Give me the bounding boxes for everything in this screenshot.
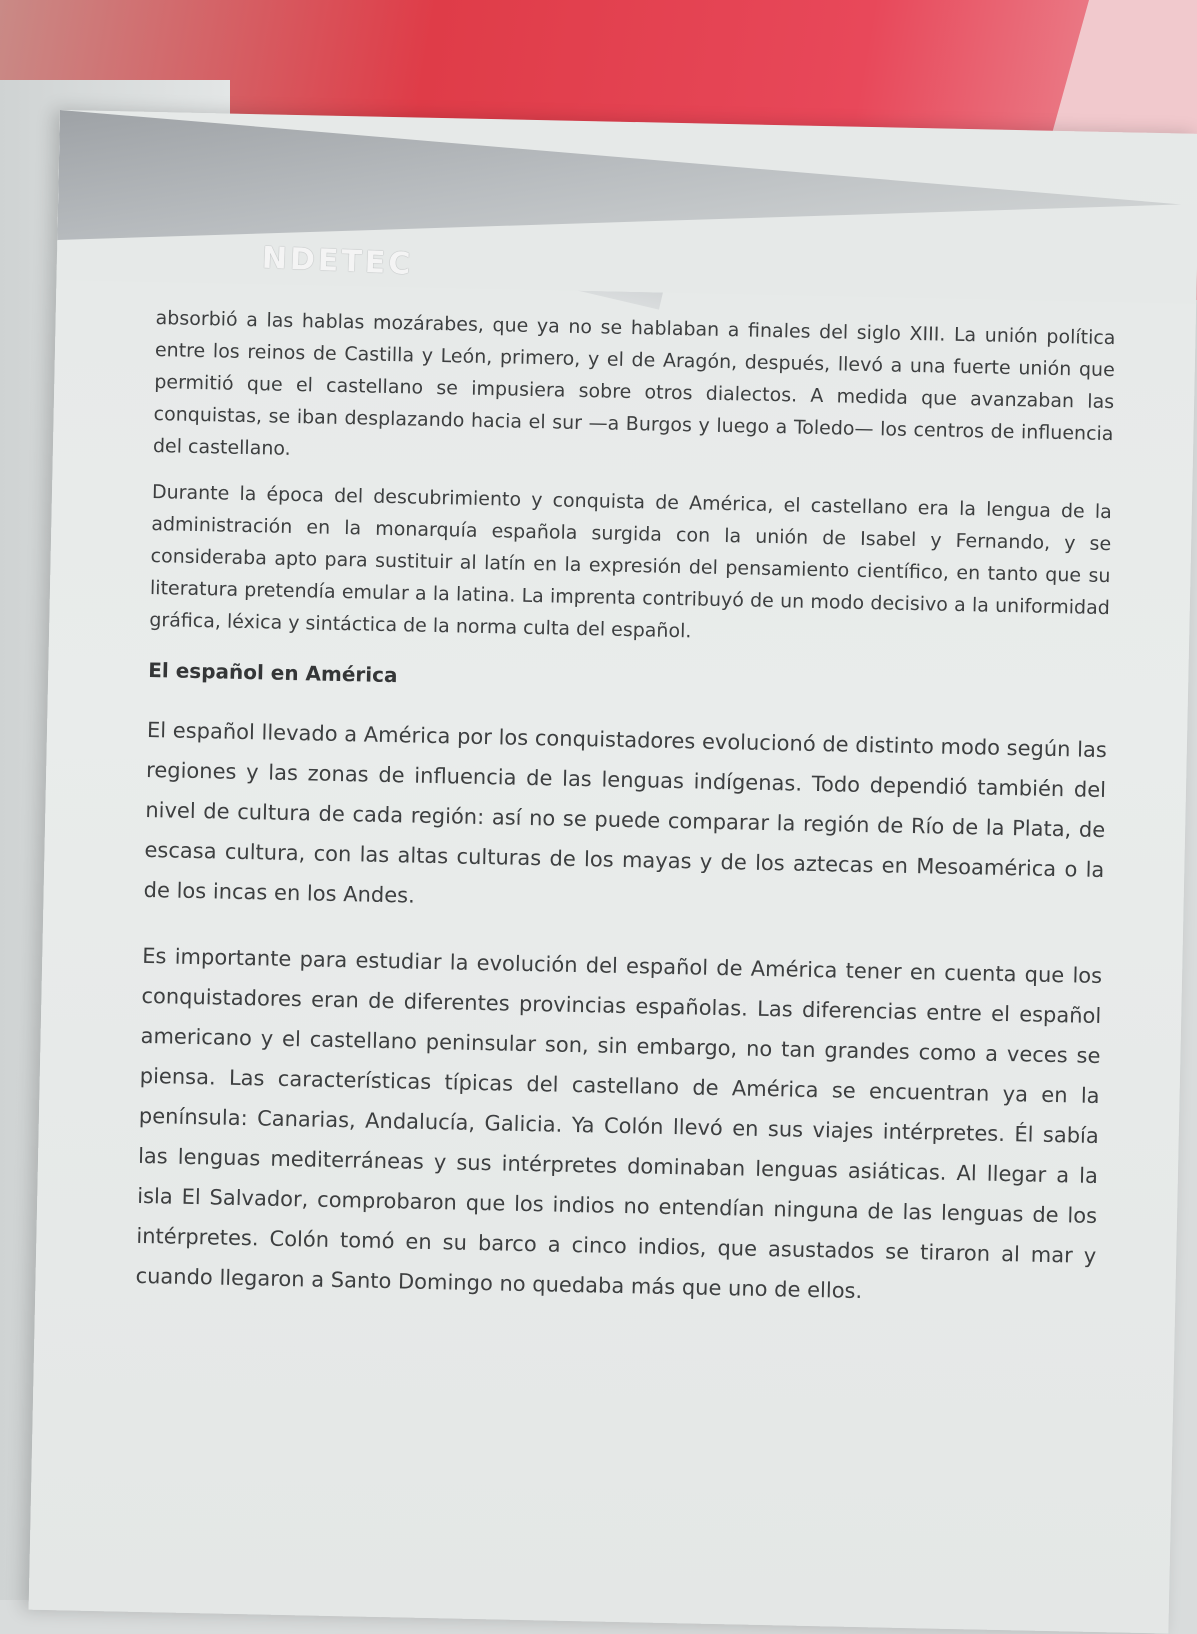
book-page — [29, 110, 1197, 1634]
paragraph-3: El español llevado a América por los conquistadores evolucionó de distinto modo según las regiones y las zonas de influencia de las lenguas indígenas. Todo dependió también del nivel de cultura de cada región: así no se puede comparar la región de Río de la Plata, de escasa cultura, con las altas culturas de los mayas y de los aztecas en Mesoamérica o la de los incas en los Andes. — [143, 717, 1108, 908]
brand-logo-text: NDETEC — [261, 240, 415, 283]
paragraph-4: Es importante para estudiar la evolución del español de América tener en cuenta que los conquistadores eran de diferentes provincias españolas. Las diferencias entre el español americano y el castellano peninsular son, sin embargo, no tan grandes como a veces se piensa. Las características típicas del castellano de América se encuentran ya en la península: Canarias, Andalucía, Galicia. Ya Colón llevó en sus viajes intérpretes. Él sabía las lenguas mediterráneas y sus intérpretes dominaban lenguas asiáticas. Al llegar a la isla El Salvador, comprobaron que los indios no entendían ninguna de las lenguas de los intérpretes. Colón tomó en su barco a cinco indios, que asustados se tiraron al mar y cuando llegaron a Santo Domingo no quedaba más que uno de ellos. — [135, 943, 1103, 1304]
page-text — [135, 302, 1116, 1330]
section-heading: El español en América — [148, 657, 398, 688]
paragraph-1: absorbió a las hablas mozárabes, que ya no se hablaban a finales del siglo XIII. La unión política entre los reinos de Castilla y León, primero, y el de Aragón, después, llevó a una fuerte unión que permitió que el castellano se impusiera sobre otros dialectos. A medida que avanzaban las conquistas, se iban desplazando hacia el sur —a Burgos y luego a Toledo— los centros de influencia del castellano. — [152, 307, 1116, 460]
paragraph-2: Durante la época del descubrimiento y conquista de América, el castellano era la lengua de la administración en la monarquía española surgida con la unión de Isabel y Fernando, y se consideraba apto para sustituir al latín en la expresión del pensamiento científico, en tanto que su literatura pretendía emular a la latina. La imprenta contribuyó de un modo decisivo a la uniformidad gráfica, léxica y sintáctica de la norma culta del español. — [149, 481, 1113, 643]
